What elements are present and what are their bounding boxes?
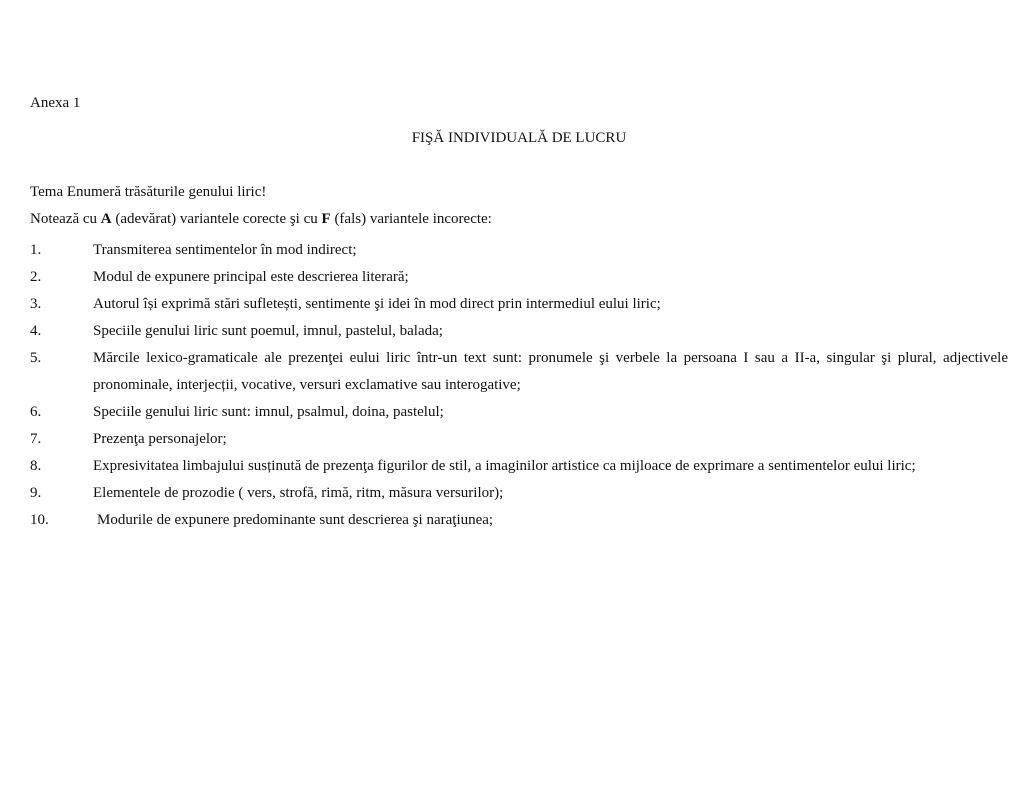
false-marker: F xyxy=(321,211,331,227)
item-number: 5. xyxy=(30,350,42,366)
item-text: Speciile genului liric sunt: imnul, psalmul, doina, pastelul; xyxy=(93,404,444,420)
item-text: Mărcile lexico-gramaticale ale prezenţei eului liric într-un text sunt: pronumele şi verbele la persoana I sau a II-a, singular şi plural, adjectivele pronominale, interjecții, vocative, versuri exclamative sau interogative; xyxy=(93,350,1008,393)
list-item xyxy=(30,453,1008,480)
item-text: Expresivitatea limbajului susținută de prezenţa figurilor de stil, a imaginilor artistice ca mijloace de exprimare a sentimentelor eului liric; xyxy=(93,458,916,474)
annex-label: Anexa 1 xyxy=(30,95,81,111)
instruction-text-3: (fals) variantele incorecte: xyxy=(330,211,492,227)
item-number: 2. xyxy=(30,269,42,285)
page-title: FIŞĂ INDIVIDUALĂ DE LUCRU xyxy=(411,130,627,146)
list-item xyxy=(30,345,1008,399)
item-text: Speciile genului liric sunt poemul, imnul, pastelul, balada; xyxy=(93,323,443,339)
item-number: 4. xyxy=(30,323,42,339)
item-text: Modul de expunere principal este descrierea literară; xyxy=(93,269,409,285)
item-number: 7. xyxy=(30,431,42,447)
list-item xyxy=(30,507,1008,534)
item-text: Transmiterea sentimentelor în mod indirect; xyxy=(93,242,357,258)
item-number: 8. xyxy=(30,458,42,474)
item-text: Prezenţa personajelor; xyxy=(93,431,227,447)
true-marker: A xyxy=(100,211,112,227)
list-item xyxy=(30,399,1008,426)
instruction-text-1: Notează cu xyxy=(30,211,101,227)
list-item xyxy=(30,480,1008,507)
list-item xyxy=(30,237,1008,264)
list-item xyxy=(30,264,1008,291)
item-text: Autorul își exprimă stări sufletești, sentimente şi idei în mod direct prin intermediul eului liric; xyxy=(93,296,661,312)
item-number: 10. xyxy=(30,512,49,528)
statement-list xyxy=(30,237,1008,534)
item-text: Elementele de prozodie ( vers, strofă, rimă, ritm, măsura versurilor); xyxy=(93,485,504,501)
item-number: 9. xyxy=(30,485,42,501)
item-number: 6. xyxy=(30,404,42,420)
list-item xyxy=(30,426,1008,453)
item-text: Modurile de expunere predominante sunt descrierea şi naraţiunea; xyxy=(97,512,494,528)
item-number: 3. xyxy=(30,296,42,312)
list-item xyxy=(30,291,1008,318)
instruction-line xyxy=(30,210,492,228)
item-number: 1. xyxy=(30,242,42,258)
theme-line: Tema Enumeră trăsăturile genului liric! xyxy=(30,184,267,200)
list-item xyxy=(30,318,1008,345)
instruction-text-2: (adevărat) variantele corecte şi cu xyxy=(111,211,322,227)
